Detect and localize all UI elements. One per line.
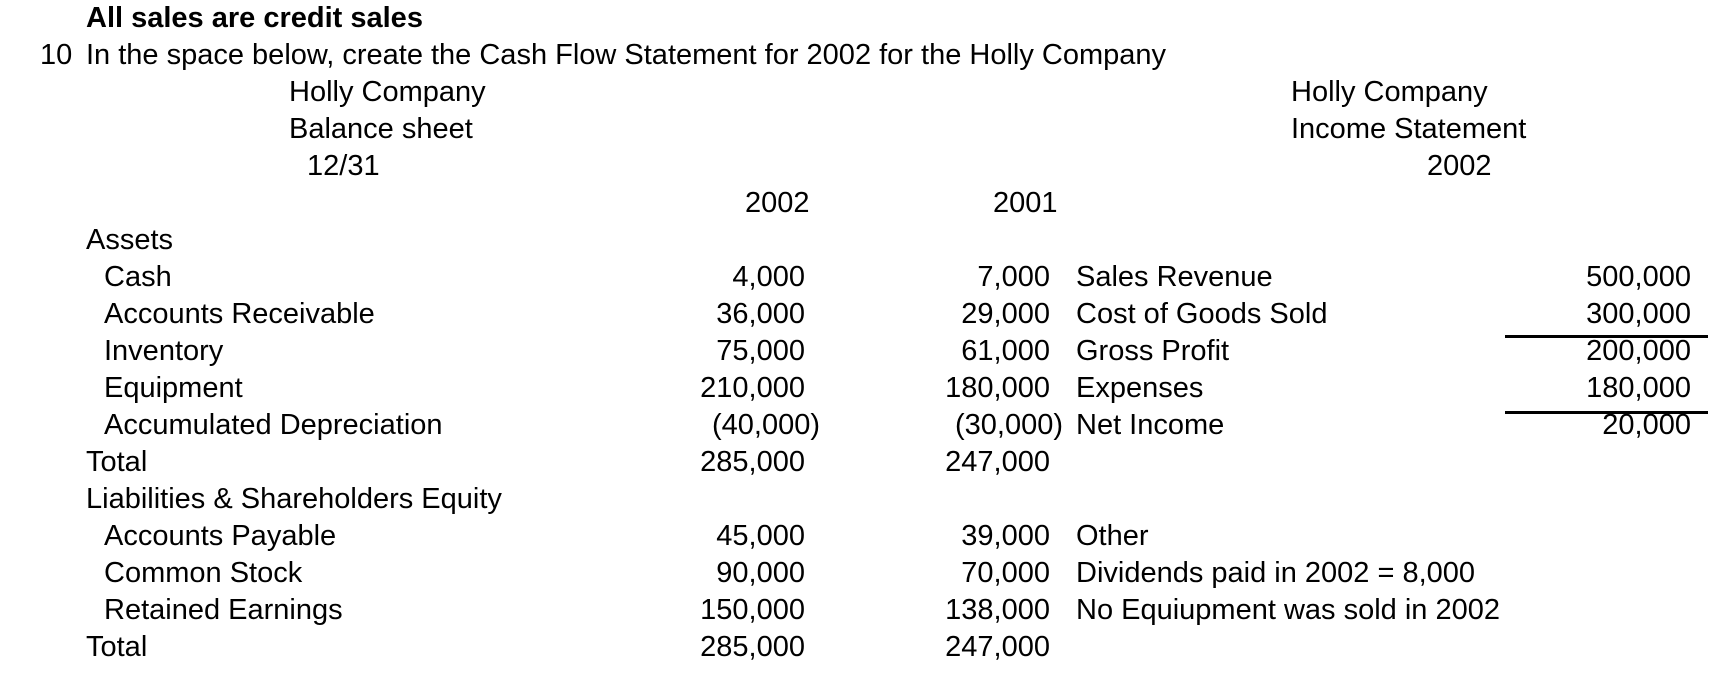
- is-company-name: Holly Company: [1291, 76, 1488, 108]
- asset-label: Accumulated Depreciation: [104, 409, 443, 441]
- asset-value-2001: 61,000: [961, 335, 1050, 367]
- asset-value-2002: (40,000): [711, 409, 820, 441]
- bs-title: Balance sheet: [289, 113, 473, 145]
- bs-col-header-2002: 2002: [745, 187, 810, 219]
- liability-label: Common Stock: [104, 557, 303, 589]
- liability-value-2001: 138,000: [945, 594, 1050, 626]
- liability-value-2002: 150,000: [700, 594, 805, 626]
- assets-heading: Assets: [86, 224, 174, 256]
- question-number: 10: [40, 39, 73, 71]
- other-item-dividends: Dividends paid in 2002 = 8,000: [1076, 557, 1476, 589]
- assets-total-2002: 285,000: [700, 446, 805, 478]
- other-item-equipment: No Equiupment was sold in 2002: [1076, 594, 1500, 626]
- is-row-value: 300,000: [1586, 298, 1691, 330]
- is-row-value: 180,000: [1586, 372, 1691, 404]
- liabilities-total-2001: 247,000: [945, 631, 1050, 663]
- is-row-value: 500,000: [1586, 261, 1691, 293]
- asset-value-2001: 180,000: [945, 372, 1050, 404]
- assets-total-label: Total: [86, 446, 148, 478]
- is-row-label: Net Income: [1076, 409, 1225, 441]
- liability-value-2001: 70,000: [961, 557, 1050, 589]
- asset-value-2001: 29,000: [961, 298, 1050, 330]
- is-row-label: Sales Revenue: [1076, 261, 1273, 293]
- asset-label: Accounts Receivable: [104, 298, 375, 330]
- asset-value-2001: (30,000): [954, 409, 1063, 441]
- other-heading: Other: [1076, 520, 1149, 552]
- is-year: 2002: [1427, 150, 1492, 182]
- asset-label: Cash: [104, 261, 172, 293]
- liabilities-total-2002: 285,000: [700, 631, 805, 663]
- bs-col-header-2001: 2001: [993, 187, 1058, 219]
- asset-value-2001: 7,000: [977, 261, 1050, 293]
- asset-value-2002: 210,000: [700, 372, 805, 404]
- liability-label: Accounts Payable: [104, 520, 337, 552]
- asset-label: Inventory: [104, 335, 224, 367]
- is-row-value: 200,000: [1586, 335, 1691, 367]
- credit-sales-note: All sales are credit sales: [86, 2, 423, 34]
- liability-value-2002: 90,000: [716, 557, 805, 589]
- bs-date: 12/31: [307, 150, 380, 182]
- liabilities-heading: Liabilities & Shareholders Equity: [86, 483, 502, 515]
- liability-value-2002: 45,000: [716, 520, 805, 552]
- asset-value-2002: 75,000: [716, 335, 805, 367]
- is-title: Income Statement: [1291, 113, 1527, 145]
- is-row-label: Expenses: [1076, 372, 1204, 404]
- assets-total-2001: 247,000: [945, 446, 1050, 478]
- liability-value-2001: 39,000: [961, 520, 1050, 552]
- asset-label: Equipment: [104, 372, 243, 404]
- bs-company-name: Holly Company: [289, 76, 486, 108]
- question-text: In the space below, create the Cash Flow Statement for 2002 for the Holly Company: [86, 39, 1167, 71]
- liabilities-total-label: Total: [86, 631, 148, 663]
- asset-value-2002: 36,000: [716, 298, 805, 330]
- is-row-label: Gross Profit: [1076, 335, 1230, 367]
- is-row-label: Cost of Goods Sold: [1076, 298, 1328, 330]
- asset-value-2002: 4,000: [732, 261, 805, 293]
- is-row-value: 20,000: [1602, 409, 1691, 441]
- liability-label: Retained Earnings: [104, 594, 343, 626]
